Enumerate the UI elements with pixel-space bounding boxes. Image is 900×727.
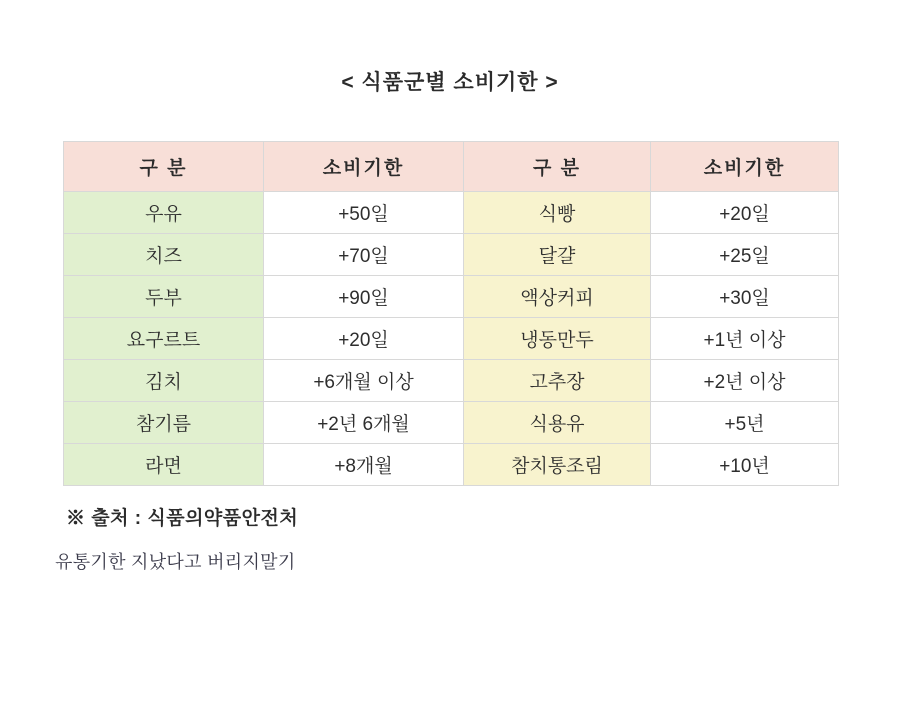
cell-shelflife-left: +70일 xyxy=(264,234,464,276)
column-header-shelflife-right: 소비기한 xyxy=(651,142,839,192)
table-row xyxy=(64,276,839,318)
column-header-category-left: 구 분 xyxy=(64,142,264,192)
table-row xyxy=(64,444,839,486)
column-header-shelflife-left: 소비기한 xyxy=(264,142,464,192)
cell-category-left: 참기름 xyxy=(64,402,264,444)
cell-shelflife-left: +20일 xyxy=(264,318,464,360)
table-row xyxy=(64,402,839,444)
cell-shelflife-right: +1년 이상 xyxy=(651,318,839,360)
page-title: < 식품군별 소비기한 > xyxy=(341,71,559,94)
cell-shelflife-left: +6개월 이상 xyxy=(264,360,464,402)
table-body xyxy=(64,192,839,486)
cell-category-left: 우유 xyxy=(64,192,264,234)
cell-shelflife-left: +2년 6개월 xyxy=(264,402,464,444)
cell-shelflife-right: +5년 xyxy=(651,402,839,444)
table-row xyxy=(64,360,839,402)
cell-category-right: 식용유 xyxy=(464,402,651,444)
cell-category-left: 라면 xyxy=(64,444,264,486)
cell-category-right: 식빵 xyxy=(464,192,651,234)
table-header-row xyxy=(64,142,839,192)
cell-shelflife-left: +90일 xyxy=(264,276,464,318)
cell-shelflife-right: +20일 xyxy=(651,192,839,234)
cell-shelflife-right: +10년 xyxy=(651,444,839,486)
cell-category-left: 요구르트 xyxy=(64,318,264,360)
cell-shelflife-right: +30일 xyxy=(651,276,839,318)
cell-shelflife-right: +2년 이상 xyxy=(651,360,839,402)
table-row xyxy=(64,234,839,276)
caption-text: 유통기한 지났다고 버리지말기 xyxy=(55,552,296,572)
shelf-life-table xyxy=(63,141,839,486)
table-header xyxy=(64,142,839,192)
source-note: ※ 출처 : 식품의약품안전처 xyxy=(66,508,299,529)
cell-shelflife-right: +25일 xyxy=(651,234,839,276)
cell-category-right: 냉동만두 xyxy=(464,318,651,360)
cell-category-left: 김치 xyxy=(64,360,264,402)
cell-shelflife-left: +8개월 xyxy=(264,444,464,486)
column-header-category-right: 구 분 xyxy=(464,142,651,192)
cell-category-left: 치즈 xyxy=(64,234,264,276)
cell-category-right: 달걀 xyxy=(464,234,651,276)
cell-category-right: 참치통조림 xyxy=(464,444,651,486)
shelf-life-table-container xyxy=(63,141,838,486)
cell-shelflife-left: +50일 xyxy=(264,192,464,234)
table-row xyxy=(64,192,839,234)
cell-category-right: 액상커피 xyxy=(464,276,651,318)
cell-category-left: 두부 xyxy=(64,276,264,318)
table-row xyxy=(64,318,839,360)
cell-category-right: 고추장 xyxy=(464,360,651,402)
